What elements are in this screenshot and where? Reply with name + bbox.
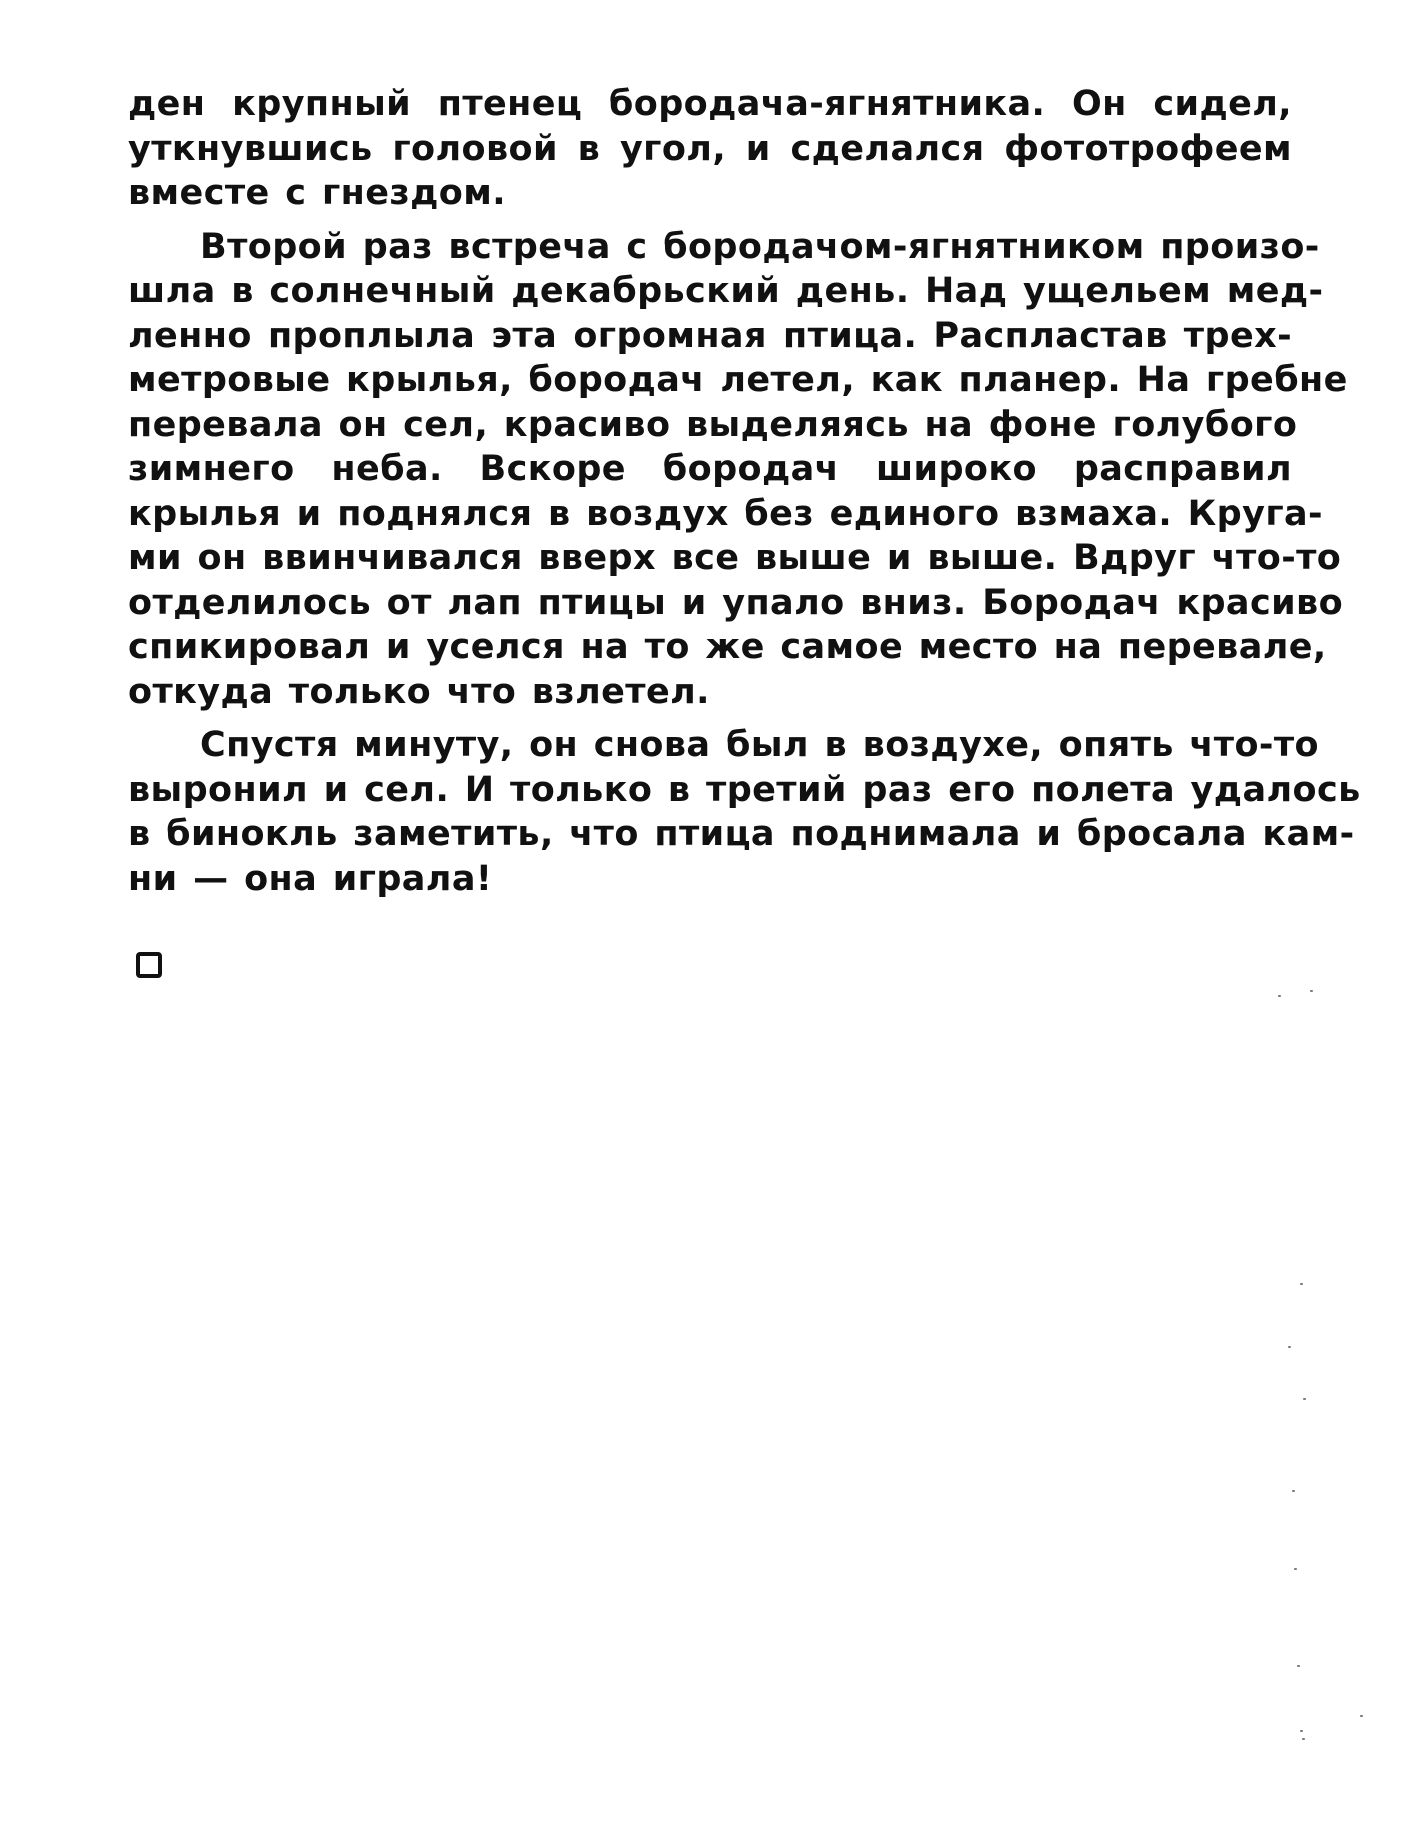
text-line: уткнувшись головой в угол, и сделался фототрофеем xyxy=(128,128,1292,169)
text-line: шла в солнечный декабрьский день. Над ущельем мед- xyxy=(128,271,1324,311)
text-line: ми он ввинчивался вверх все выше и выше. Вдруг что-то xyxy=(128,538,1342,578)
scan-speck xyxy=(1294,1568,1297,1570)
text-line: выронил и сел. И только в третий раз его полета удалось xyxy=(128,769,1361,810)
article-text xyxy=(128,82,1361,901)
text-line: метровые крылья, бородач летел, как планер. На гребне xyxy=(128,360,1348,400)
scan-speck xyxy=(1300,1283,1303,1285)
end-of-text-square-icon xyxy=(136,952,162,978)
text-line: перевала он сел, красиво выделяясь на фоне голубого xyxy=(128,404,1298,445)
text-line: откуда только что взлетел. xyxy=(128,671,710,712)
scan-speck xyxy=(1300,1730,1303,1732)
paragraph-gap xyxy=(128,216,1292,225)
scan-speck xyxy=(1292,1490,1295,1492)
scan-speck xyxy=(1288,1346,1291,1348)
text-line: спикировал и уселся на то же самое место на перевале, xyxy=(128,627,1327,667)
text-line: зимнего неба. Вскоре бородач широко расправил xyxy=(128,449,1292,489)
scan-speck xyxy=(1303,1398,1306,1400)
text-line: отделилось от лап птицы и упало вниз. Бородач красиво xyxy=(128,582,1344,623)
text-line: Второй раз встреча с бородачом-ягнятником произо- xyxy=(200,226,1320,267)
text-line: ден крупный птенец бородача-ягнятника. Он сидел, xyxy=(128,84,1292,124)
scan-speck xyxy=(1310,990,1313,992)
scan-speck xyxy=(1302,1738,1305,1740)
text-line: крылья и поднялся в воздух без единого взмаха. Круга- xyxy=(128,493,1323,534)
paragraph-gap xyxy=(128,714,1292,723)
text-line: вместе с гнездом. xyxy=(128,173,506,213)
text-line: Спустя минуту, он снова был в воздухе, опять что-то xyxy=(200,725,1319,765)
text-line: ни — она играла! xyxy=(128,858,493,899)
scan-speck xyxy=(1297,1665,1300,1667)
scan-speck xyxy=(1278,995,1281,997)
scan-speck xyxy=(1360,1715,1363,1717)
text-line: ленно проплыла эта огромная птица. Распластав трех- xyxy=(128,315,1292,356)
text-line: в бинокль заметить, что птица поднимала и бросала кам- xyxy=(128,814,1355,854)
